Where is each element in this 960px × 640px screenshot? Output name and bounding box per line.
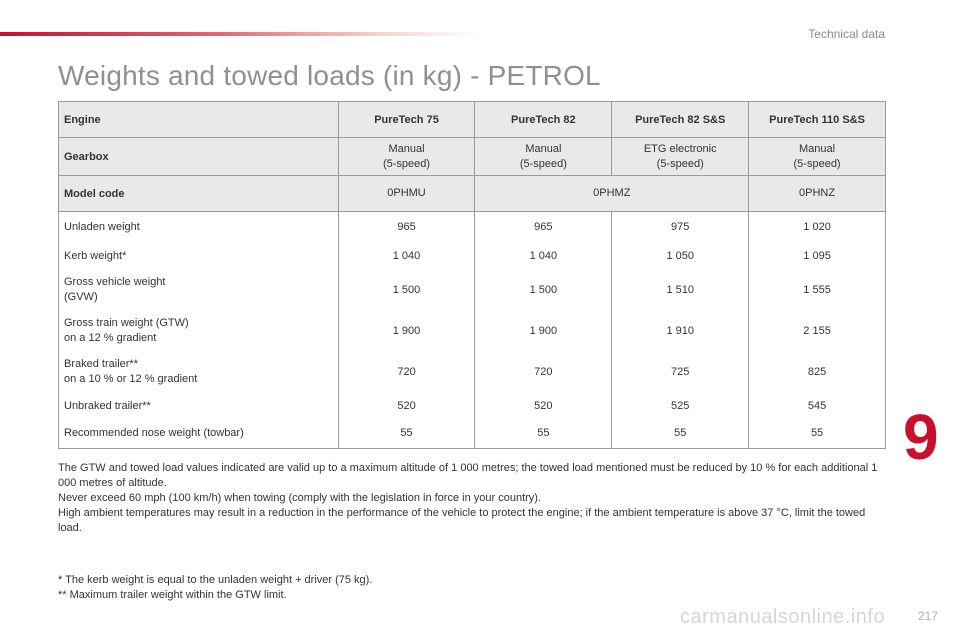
label-line: Gross train weight (GTW) xyxy=(64,317,189,329)
row-label xyxy=(59,352,339,393)
row-label: Unbraked trailer** xyxy=(59,393,339,420)
table-row xyxy=(59,212,886,243)
footnote: * The kerb weight is equal to the unladen weight + driver (75 kg). xyxy=(58,574,373,586)
engine-header-row xyxy=(59,102,886,138)
table-cell: 1 500 xyxy=(475,270,612,311)
cell-line: ETG electronic xyxy=(643,142,717,155)
column-header: PureTech 110 S&S xyxy=(749,102,886,138)
cell-line: (5-speed) xyxy=(519,157,567,170)
row-label: Model code xyxy=(59,176,339,212)
page-number: 217 xyxy=(917,609,938,623)
table-cell: 1 555 xyxy=(803,283,831,296)
label-line: Gross vehicle weight xyxy=(64,276,166,288)
cell-line: (5-speed) xyxy=(382,157,431,170)
column-header: PureTech 75 xyxy=(338,102,475,138)
table-cell: 1 020 xyxy=(803,220,831,233)
table-cell: 2 155 xyxy=(803,324,831,337)
model-code-row xyxy=(59,176,886,212)
table-cell: 1 040 xyxy=(338,243,475,270)
gearbox-cell xyxy=(475,138,612,176)
row-label xyxy=(59,270,339,311)
table-cell: 1 040 xyxy=(475,243,612,270)
table-cell: 55 xyxy=(338,420,475,449)
table-cell: 1 910 xyxy=(612,311,749,352)
page-title: Weights and towed loads (in kg) - PETROL xyxy=(58,60,601,91)
cell-line: Manual xyxy=(388,142,425,155)
column-header: Engine xyxy=(59,102,339,138)
chapter-number: 9 xyxy=(903,401,939,473)
cell-line: Manual xyxy=(525,142,562,155)
table-cell: 545 xyxy=(807,399,827,412)
table-cell: 55 xyxy=(475,420,612,449)
model-code-cell: 0PHMZ xyxy=(475,176,749,212)
table-cell: 55 xyxy=(612,420,749,449)
model-code-cell: 0PHNZ xyxy=(749,176,886,212)
table-row xyxy=(59,311,886,352)
towing-notes xyxy=(58,461,884,536)
table-cell: 720 xyxy=(338,352,475,393)
table-cell: 55 xyxy=(810,427,824,440)
row-label xyxy=(59,311,339,352)
column-header: PureTech 82 xyxy=(475,102,612,138)
gearbox-cell xyxy=(612,138,749,176)
table-cell: 720 xyxy=(475,352,612,393)
table-cell: 965 xyxy=(475,212,612,243)
table-cell: 975 xyxy=(612,212,749,243)
table-cell: 1 510 xyxy=(612,270,749,311)
weights-table xyxy=(58,101,886,449)
model-code-cell: 0PHMU xyxy=(338,176,475,212)
gearbox-cell xyxy=(749,138,886,176)
section-label: Technical data xyxy=(808,27,885,41)
cell-line: Manual xyxy=(799,142,836,155)
row-label: Unladen weight xyxy=(59,212,339,243)
footnotes xyxy=(58,573,372,603)
cell-line: (5-speed) xyxy=(656,157,704,170)
table-cell: 520 xyxy=(475,393,612,420)
label-line: Braked trailer** xyxy=(64,358,138,370)
gearbox-row xyxy=(59,138,886,176)
table-cell: 525 xyxy=(612,393,749,420)
label-line: on a 12 % gradient xyxy=(64,332,157,344)
table-cell: 725 xyxy=(612,352,749,393)
header-accent-bar xyxy=(0,32,480,36)
watermark: carmanualsonline.info xyxy=(680,606,886,628)
table-cell: 1 095 xyxy=(803,249,831,262)
note-paragraph: Never exceed 60 mph (100 km/h) when towing (comply with the legislation in force in your country). xyxy=(58,492,542,504)
table-row xyxy=(59,352,886,393)
table-cell: 1 500 xyxy=(338,270,475,311)
label-line: (GVW) xyxy=(64,291,98,303)
note-paragraph: The GTW and towed load values indicated are valid up to a maximum altitude of 1 000 metres; the towed load mentioned must be reduced by 10 % for each additional 1 000 metres of altitude. xyxy=(58,462,878,489)
table-cell: 1 900 xyxy=(475,311,612,352)
table-cell: 1 900 xyxy=(338,311,475,352)
row-label: Gearbox xyxy=(59,138,339,176)
table-row xyxy=(59,393,886,420)
row-label: Recommended nose weight (towbar) xyxy=(59,420,339,449)
table-row xyxy=(59,420,886,449)
gearbox-cell xyxy=(338,138,475,176)
column-header: PureTech 82 S&S xyxy=(612,102,749,138)
footnote: ** Maximum trailer weight within the GTW limit. xyxy=(58,589,287,601)
table-row xyxy=(59,270,886,311)
table-row xyxy=(59,243,886,270)
label-line: on a 10 % or 12 % gradient xyxy=(64,373,198,385)
row-label: Kerb weight* xyxy=(59,243,339,270)
table-cell: 965 xyxy=(338,212,475,243)
table-cell: 825 xyxy=(807,365,827,378)
note-paragraph: High ambient temperatures may result in a reduction in the performance of the vehicle to protect the engine; if the ambient temperature is above 37 °C, limit the towed load. xyxy=(58,507,866,534)
table-cell: 520 xyxy=(338,393,475,420)
table-cell: 1 050 xyxy=(612,243,749,270)
cell-line: (5-speed) xyxy=(793,157,841,170)
